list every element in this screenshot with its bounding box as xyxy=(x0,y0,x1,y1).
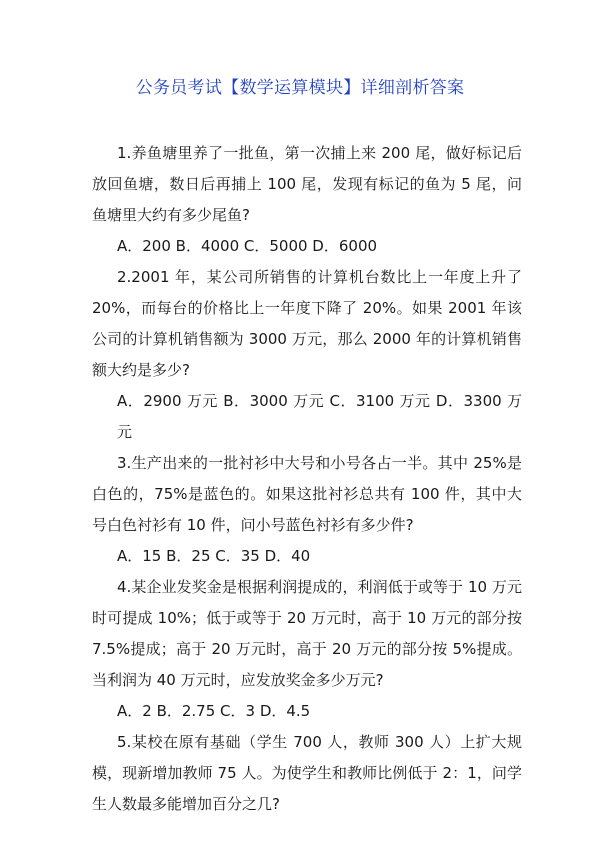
document-body xyxy=(92,138,522,820)
question-1-options: A．200 B．4000 C．5000 D．6000 xyxy=(117,237,378,255)
question-5-text: 5.某校在原有基础（学生 700 人，教师 300 人）上扩大规模，现新增加教师 75 人。为使学生和教师比例低于 2：1，问学生人数最多能增加百分之几? xyxy=(92,733,522,813)
question-1-text: 1.养鱼塘里养了一批鱼，第一次捕上来 200 尾，做好标记后放回鱼塘，数日后再捕上 100 尾，发现有标记的鱼为 5 尾，问鱼塘里大约有多少尾鱼? xyxy=(92,144,522,224)
question-3-text: 3.生产出来的一批衬衫中大号和小号各占一半。其中 25%是白色的，75%是蓝色的。如果这批衬衫总共有 100 件，其中大号白色衬衫有 10 件，问小号蓝色衬衫有多少件? xyxy=(92,454,522,534)
question-2-options: A．2900 万元 B．3000 万元 C．3100 万元 D．3300 万元 xyxy=(117,392,522,441)
document-title: 公务员考试【数学运算模块】详细剖析答案 xyxy=(135,78,465,98)
question-2-text: 2.2001 年，某公司所销售的计算机台数比上一年度上升了 20%，而每台的价格比上一年度下降了 20%。如果 2001 年该公司的计算机销售额为 3000 万元，那么 2000 年的计算机销售额大约是多少? xyxy=(92,268,522,379)
question-4-text: 4.某企业发奖金是根据利润提成的，利润低于或等于 10 万元时可提成 10%；低于或等于 20 万元时，高于 10 万元的部分按 7.5%提成；高于 20 万元时，高于 20 万元的部分按 5%提成。当利润为 40 万元时，应发放奖金多少万元? xyxy=(92,578,522,689)
question-4-options: A．2 B．2.75 C．3 D．4.5 xyxy=(117,702,311,720)
question-3-options: A．15 B．25 C．35 D．40 xyxy=(117,547,311,565)
